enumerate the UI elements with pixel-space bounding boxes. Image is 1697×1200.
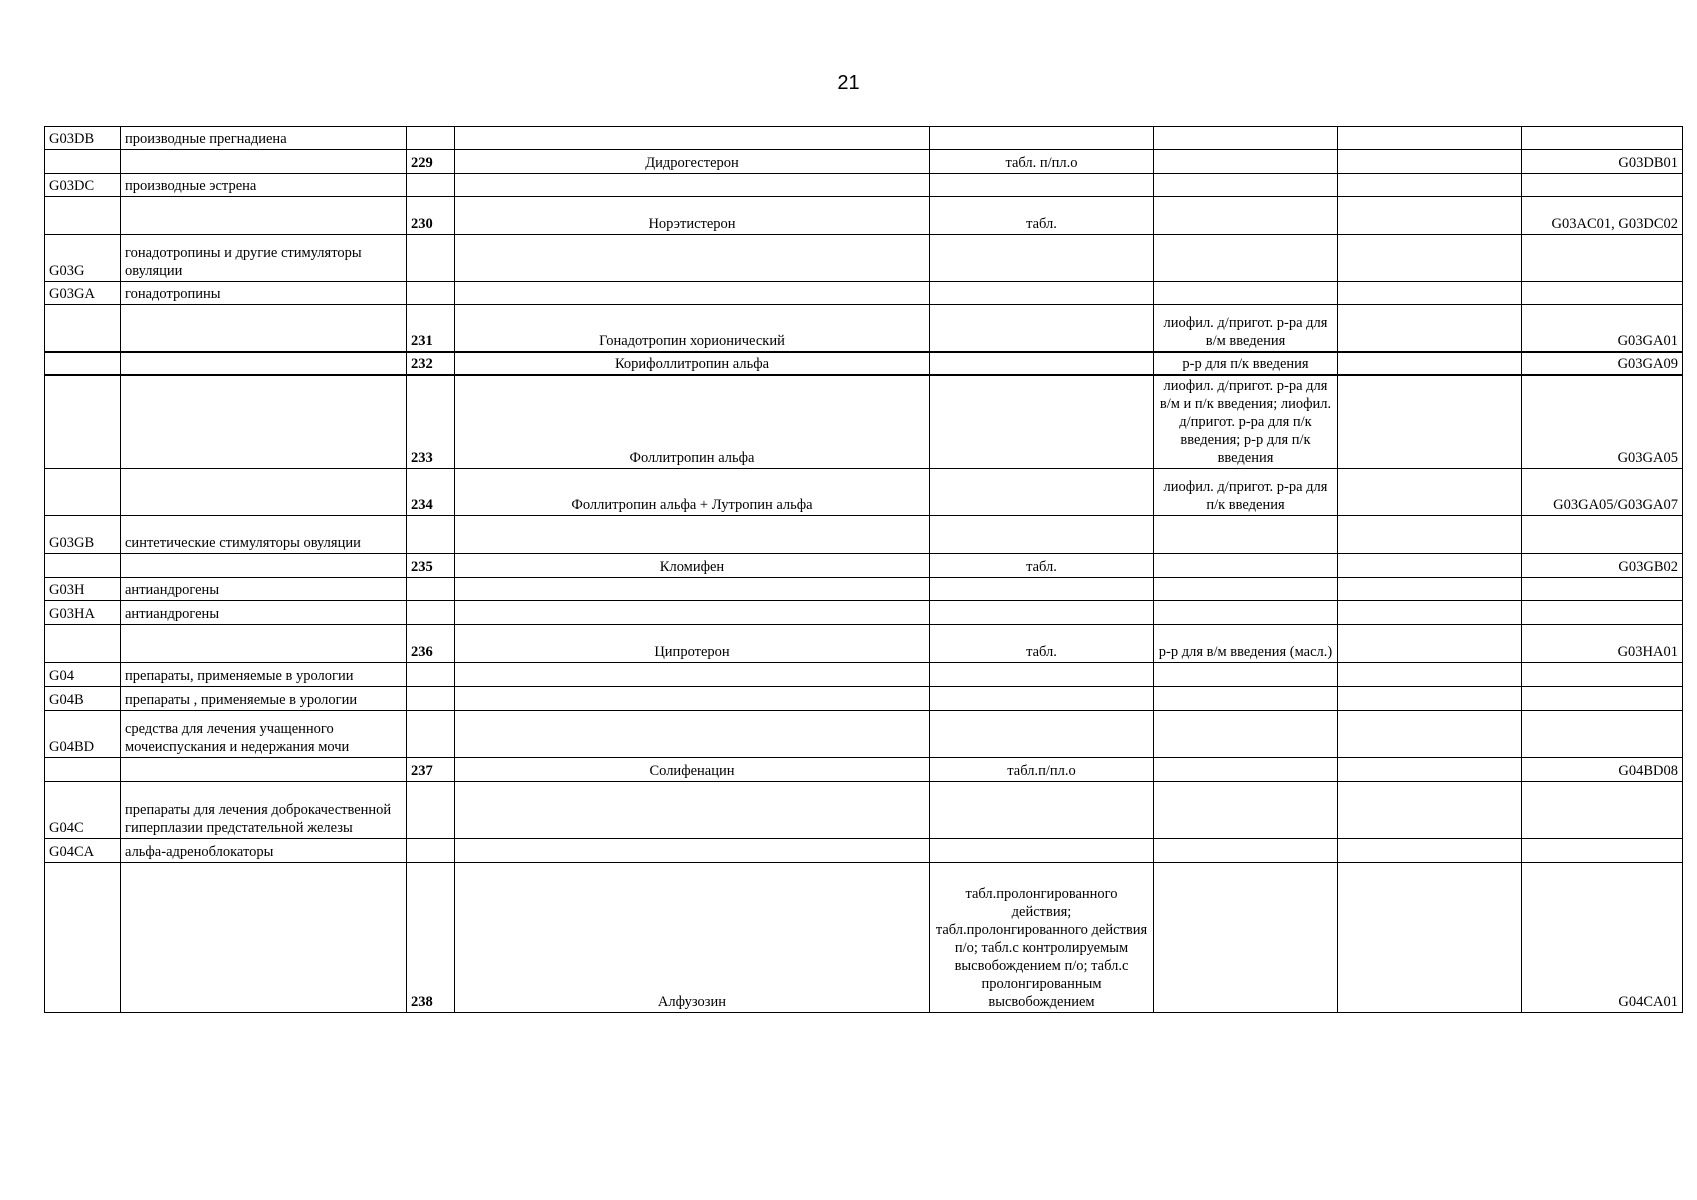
drug-name: [455, 578, 930, 601]
empty-cell: [1338, 197, 1522, 235]
group-name: альфа-адреноблокаторы: [121, 839, 407, 863]
atc-group-code: G04: [45, 663, 121, 687]
empty-cell: [1338, 782, 1522, 839]
atc-code-cell: G04BD08: [1522, 758, 1683, 782]
empty-cell: [1338, 554, 1522, 578]
group-row: [45, 174, 1683, 197]
drug-name: [455, 663, 930, 687]
group-name: [121, 305, 407, 352]
drug-name: [455, 174, 930, 197]
item-number: [407, 516, 455, 554]
item-number: 233: [407, 375, 455, 469]
atc-code-cell: [1522, 578, 1683, 601]
empty-cell: [1338, 305, 1522, 352]
dosage-form-cell: [930, 174, 1154, 197]
atc-group-code: [45, 469, 121, 516]
item-number: 237: [407, 758, 455, 782]
dosage-form-2-cell: [1154, 282, 1338, 305]
group-name: препараты, применяемые в урологии: [121, 663, 407, 687]
empty-cell: [1338, 150, 1522, 174]
group-name: производные прегнадиена: [121, 127, 407, 150]
dosage-form-2-cell: [1154, 782, 1338, 839]
dosage-form-2-cell: [1154, 863, 1338, 1013]
dosage-form-cell: табл.: [930, 625, 1154, 663]
dosage-form-cell: [930, 711, 1154, 758]
dosage-form-cell: [930, 516, 1154, 554]
dosage-form-2-cell: [1154, 235, 1338, 282]
group-name: [121, 469, 407, 516]
empty-cell: [1338, 711, 1522, 758]
atc-code-cell: G03GA05/G03GA07: [1522, 469, 1683, 516]
drug-name: [455, 782, 930, 839]
atc-group-code: G03H: [45, 578, 121, 601]
drug-row: [45, 554, 1683, 578]
group-name: средства для лечения учащенного мочеиспускания и недержания мочи: [121, 711, 407, 758]
item-number: [407, 174, 455, 197]
dosage-form-cell: табл.пролонгированного действия; табл.пролонгированного действия п/о; табл.с контролируемым высвобождением п/о; табл.с пролонгированным высвобождением: [930, 863, 1154, 1013]
dosage-form-2-cell: [1154, 758, 1338, 782]
dosage-form-2-cell: р-р для п/к введения: [1154, 352, 1338, 375]
drug-name: [455, 516, 930, 554]
atc-group-code: [45, 305, 121, 352]
item-number: [407, 687, 455, 711]
drug-name: [455, 127, 930, 150]
atc-code-cell: G03HA01: [1522, 625, 1683, 663]
drug-row: [45, 469, 1683, 516]
dosage-form-2-cell: [1154, 516, 1338, 554]
atc-code-cell: G03GA09: [1522, 352, 1683, 375]
item-number: [407, 127, 455, 150]
atc-code-cell: [1522, 601, 1683, 625]
drug-name: [455, 711, 930, 758]
atc-group-code: [45, 352, 121, 375]
atc-code-cell: [1522, 839, 1683, 863]
item-number: [407, 282, 455, 305]
group-row: [45, 711, 1683, 758]
atc-group-code: [45, 625, 121, 663]
page-number: 21: [837, 72, 860, 94]
dosage-form-2-cell: лиофил. д/пригот. р-ра для в/м введения: [1154, 305, 1338, 352]
drug-name: [455, 282, 930, 305]
dosage-form-cell: [930, 352, 1154, 375]
atc-group-code: G03DC: [45, 174, 121, 197]
dosage-form-2-cell: [1154, 711, 1338, 758]
item-number: 236: [407, 625, 455, 663]
dosage-form-cell: [930, 469, 1154, 516]
empty-cell: [1338, 578, 1522, 601]
dosage-form-cell: табл.: [930, 197, 1154, 235]
drug-row: [45, 758, 1683, 782]
item-number: [407, 235, 455, 282]
group-name: гонадотропины и другие стимуляторы овуляции: [121, 235, 407, 282]
drug-name: Фоллитропин альфа: [455, 375, 930, 469]
item-number: [407, 782, 455, 839]
dosage-form-2-cell: [1154, 127, 1338, 150]
item-number: [407, 839, 455, 863]
group-name: [121, 625, 407, 663]
empty-cell: [1338, 469, 1522, 516]
empty-cell: [1338, 687, 1522, 711]
atc-code-cell: [1522, 711, 1683, 758]
empty-cell: [1338, 663, 1522, 687]
atc-code-cell: G03GA01: [1522, 305, 1683, 352]
atc-code-cell: [1522, 235, 1683, 282]
dosage-form-2-cell: [1154, 839, 1338, 863]
item-number: [407, 601, 455, 625]
group-name: [121, 197, 407, 235]
atc-group-code: G04CA: [45, 839, 121, 863]
empty-cell: [1338, 375, 1522, 469]
empty-cell: [1338, 601, 1522, 625]
drug-name: [455, 839, 930, 863]
dosage-form-cell: табл.: [930, 554, 1154, 578]
group-row: [45, 516, 1683, 554]
item-number: [407, 578, 455, 601]
drug-name: Норэтистерон: [455, 197, 930, 235]
dosage-form-2-cell: [1154, 174, 1338, 197]
drug-row: [45, 863, 1683, 1013]
drug-name: Фоллитропин альфа + Лутропин альфа: [455, 469, 930, 516]
dosage-form-cell: [930, 305, 1154, 352]
dosage-form-2-cell: [1154, 601, 1338, 625]
item-number: 238: [407, 863, 455, 1013]
dosage-form-2-cell: [1154, 150, 1338, 174]
group-name: препараты , применяемые в урологии: [121, 687, 407, 711]
group-name: производные эстрена: [121, 174, 407, 197]
atc-group-code: G03GB: [45, 516, 121, 554]
dosage-form-cell: табл.п/пл.о: [930, 758, 1154, 782]
atc-group-code: [45, 375, 121, 469]
drug-name: [455, 601, 930, 625]
dosage-form-2-cell: [1154, 687, 1338, 711]
dosage-form-2-cell: [1154, 554, 1338, 578]
dosage-form-cell: табл. п/пл.о: [930, 150, 1154, 174]
group-name: [121, 150, 407, 174]
drug-row: [45, 352, 1683, 375]
group-name: [121, 758, 407, 782]
group-name: [121, 863, 407, 1013]
group-row: [45, 839, 1683, 863]
drug-name: Ципротерон: [455, 625, 930, 663]
drug-name: [455, 235, 930, 282]
atc-code-cell: [1522, 127, 1683, 150]
empty-cell: [1338, 174, 1522, 197]
atc-code-cell: [1522, 782, 1683, 839]
atc-group-code: [45, 197, 121, 235]
atc-group-code: G04C: [45, 782, 121, 839]
empty-cell: [1338, 758, 1522, 782]
group-row: [45, 127, 1683, 150]
group-row: [45, 687, 1683, 711]
group-row: [45, 601, 1683, 625]
group-name: синтетические стимуляторы овуляции: [121, 516, 407, 554]
empty-cell: [1338, 863, 1522, 1013]
drug-name: Солифенацин: [455, 758, 930, 782]
drug-row: [45, 305, 1683, 352]
dosage-form-cell: [930, 601, 1154, 625]
drug-row: [45, 197, 1683, 235]
group-row: [45, 782, 1683, 839]
empty-cell: [1338, 839, 1522, 863]
empty-cell: [1338, 516, 1522, 554]
drug-name: Корифоллитропин альфа: [455, 352, 930, 375]
dosage-form-2-cell: р-р для в/м введения (масл.): [1154, 625, 1338, 663]
item-number: 230: [407, 197, 455, 235]
item-number: 234: [407, 469, 455, 516]
atc-code-cell: [1522, 687, 1683, 711]
item-number: [407, 711, 455, 758]
atc-group-code: G03HA: [45, 601, 121, 625]
atc-code-cell: [1522, 174, 1683, 197]
dosage-form-cell: [930, 663, 1154, 687]
dosage-form-2-cell: лиофил. д/пригот. р-ра для в/м и п/к введения; лиофил. д/пригот. р-ра для п/к введения; р-р для п/к введения: [1154, 375, 1338, 469]
drug-row: [45, 150, 1683, 174]
dosage-form-cell: [930, 687, 1154, 711]
empty-cell: [1338, 235, 1522, 282]
atc-code-cell: G04CA01: [1522, 863, 1683, 1013]
dosage-form-2-cell: лиофил. д/пригот. р-ра для п/к введения: [1154, 469, 1338, 516]
atc-code-cell: G03GA05: [1522, 375, 1683, 469]
drug-row: [45, 625, 1683, 663]
atc-group-code: [45, 758, 121, 782]
table-body: [45, 127, 1683, 1013]
atc-group-code: G03G: [45, 235, 121, 282]
group-row: [45, 578, 1683, 601]
empty-cell: [1338, 127, 1522, 150]
drug-row: [45, 375, 1683, 469]
dosage-form-cell: [930, 782, 1154, 839]
atc-code-cell: [1522, 282, 1683, 305]
item-number: 232: [407, 352, 455, 375]
empty-cell: [1338, 625, 1522, 663]
drug-list-table: [44, 126, 1683, 1013]
atc-group-code: G04BD: [45, 711, 121, 758]
atc-code-cell: G03GB02: [1522, 554, 1683, 578]
drug-name: Дидрогестерон: [455, 150, 930, 174]
dosage-form-cell: [930, 235, 1154, 282]
atc-group-code: G03DB: [45, 127, 121, 150]
group-name: препараты для лечения доброкачественной гиперплазии предстательной железы: [121, 782, 407, 839]
atc-code-cell: G03DB01: [1522, 150, 1683, 174]
drug-name: Гонадотропин хорионический: [455, 305, 930, 352]
dosage-form-2-cell: [1154, 663, 1338, 687]
empty-cell: [1338, 282, 1522, 305]
empty-cell: [1338, 352, 1522, 375]
drug-name: Кломифен: [455, 554, 930, 578]
group-name: [121, 352, 407, 375]
atc-group-code: [45, 554, 121, 578]
atc-code-cell: [1522, 516, 1683, 554]
item-number: 231: [407, 305, 455, 352]
atc-code-cell: [1522, 663, 1683, 687]
item-number: 235: [407, 554, 455, 578]
dosage-form-cell: [930, 127, 1154, 150]
atc-group-code: [45, 863, 121, 1013]
item-number: 229: [407, 150, 455, 174]
atc-group-code: G04B: [45, 687, 121, 711]
group-name: гонадотропины: [121, 282, 407, 305]
atc-group-code: [45, 150, 121, 174]
group-name: антиандрогены: [121, 601, 407, 625]
dosage-form-cell: [930, 578, 1154, 601]
item-number: [407, 663, 455, 687]
atc-code-cell: G03AC01, G03DC02: [1522, 197, 1683, 235]
group-row: [45, 235, 1683, 282]
dosage-form-2-cell: [1154, 578, 1338, 601]
dosage-form-cell: [930, 375, 1154, 469]
dosage-form-cell: [930, 282, 1154, 305]
group-name: [121, 375, 407, 469]
atc-group-code: G03GA: [45, 282, 121, 305]
drug-name: [455, 687, 930, 711]
dosage-form-cell: [930, 839, 1154, 863]
drug-name: Алфузозин: [455, 863, 930, 1013]
dosage-form-2-cell: [1154, 197, 1338, 235]
group-row: [45, 282, 1683, 305]
group-name: [121, 554, 407, 578]
group-name: антиандрогены: [121, 578, 407, 601]
group-row: [45, 663, 1683, 687]
